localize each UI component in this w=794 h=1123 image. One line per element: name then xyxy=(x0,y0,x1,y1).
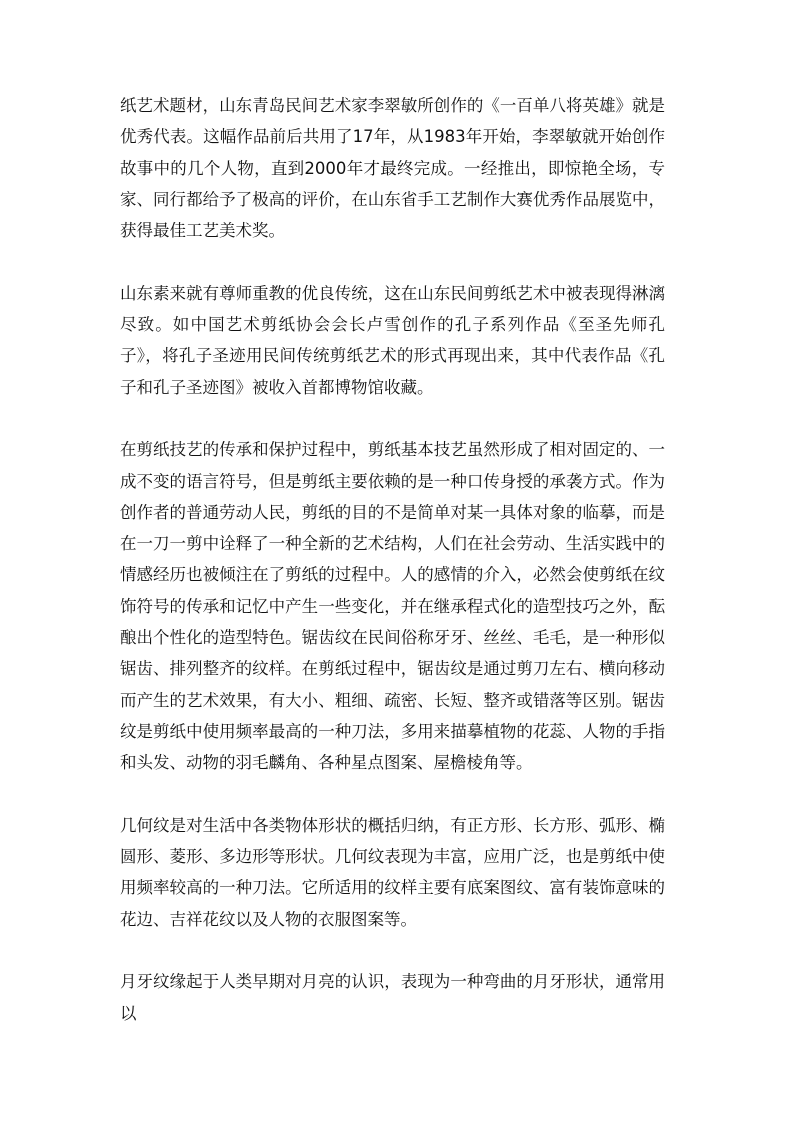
paragraph-respect-teachers: 山东素来就有尊师重教的优良传统，这在山东民间剪纸艺术中被表现得淋漓尽致。如中国艺术剪纸协会会长卢雪创作的孔子系列作品《至圣先师孔子》，将孔子圣迹用民间传统剪纸艺术的形式再现出来，其中代表作品《孔子和孔子圣迹图》被收入首都博物馆收藏。 xyxy=(120,283,665,397)
document-body xyxy=(120,90,665,1029)
paragraph-sawtooth-pattern: 在剪纸技艺的传承和保护过程中，剪纸基本技艺虽然形成了相对固定的、一成不变的语言符号，但是剪纸主要依赖的是一种口传身授的承袭方式。作为创作者的普通劳动人民，剪纸的目的不是简单对某一具体对象的临摹，而是在一刀一剪中诠释了一种全新的艺术结构，人们在社会劳动、生活实践中的情感经历也被倾注在了剪纸的过程中。人的感情的介入，必然会使剪纸在纹饰符号的传承和记忆中产生一些变化，并在继承程式化的造型技巧之外，酝酿出个性化的造型特色。锯齿纹在民间俗称牙牙、丝丝、毛毛，是一种形似锯齿、排列整齐的纹样。在剪纸过程中，锯齿纹是通过剪刀左右、横向移动而产生的艺术效果，有大小、粗细、疏密、长短、整齐或错落等区别。锯齿纹是剪纸中使用频率最高的一种刀法，多用来描摹植物的花蕊、人物的手指和头发、动物的羽毛麟角、各种星点图案、屋檐棱角等。 xyxy=(120,440,665,773)
paragraph-geometric-pattern: 几何纹是对生活中各类物体形状的概括归纳，有正方形、长方形、弧形、椭圆形、菱形、多边形等形状。几何纹表现为丰富，应用广泛，也是剪纸中使用频率较高的一种刀法。它所适用的纹样主要有底案图纹、富有装饰意味的花边、吉祥花纹以及人物的衣服图案等。 xyxy=(120,815,665,929)
paragraph-papercut-heroes: 纸艺术题材，山东青岛民间艺术家李翠敏所创作的《一百单八将英雄》就是优秀代表。这幅作品前后共用了17年，从1983年开始，李翠敏就开始创作故事中的几个人物，直到2000年才最终完成。一经推出，即惊艳全场，专家、同行都给予了极高的评价，在山东省手工艺制作大赛优秀作品展览中，获得最佳工艺美术奖。 xyxy=(120,96,665,241)
paragraph-crescent-pattern: 月牙纹缘起于人类早期对月亮的认识，表现为一种弯曲的月牙形状，通常用以 xyxy=(120,972,665,1023)
